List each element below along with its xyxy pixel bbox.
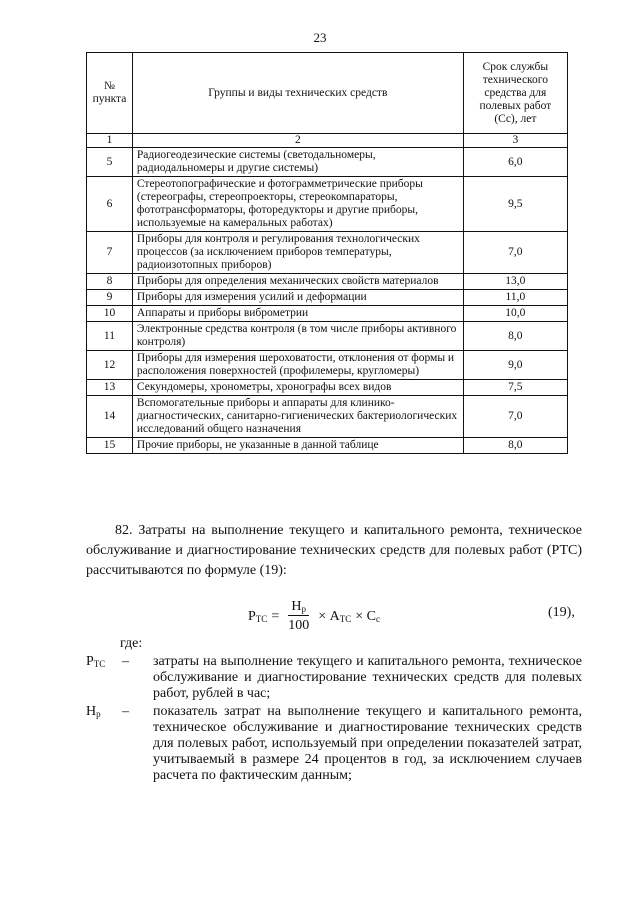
- row-name: Приборы для контроля и регулирования технологических процессов (за исключением приборов температуры, радиоизотопных приборов): [132, 232, 463, 274]
- formula-c-term: × $С_с$: [355, 608, 380, 624]
- service-life-table: [86, 52, 568, 454]
- header-item-number: № пункта: [87, 53, 133, 134]
- column-number: 1: [87, 134, 133, 148]
- row-number: 6: [87, 177, 133, 232]
- paragraph-82: 82. Затраты на выполнение текущего и капитального ремонта, техническое обслуживание и диагностирование технических средств для полевых работ (РТС) рассчитываются по формуле (19):: [86, 523, 582, 578]
- table-row: [87, 290, 568, 306]
- column-number: 2: [132, 134, 463, 148]
- row-number: 5: [87, 148, 133, 177]
- row-name: Приборы для измерения усилий и деформации: [132, 290, 463, 306]
- definition-dash: –: [122, 654, 129, 669]
- row-service-life: 7,0: [463, 396, 567, 438]
- row-service-life: 13,0: [463, 274, 567, 290]
- definition-rts: [86, 654, 582, 702]
- table-row: [87, 148, 568, 177]
- formula-equals: =: [271, 608, 280, 624]
- definition-hr: [86, 704, 582, 784]
- definition-symbol: $Р_{ТС}$: [86, 654, 106, 669]
- row-name: Приборы для определения механических свойств материалов: [132, 274, 463, 290]
- row-number: 9: [87, 290, 133, 306]
- row-name: Прочие приборы, не указанные в данной таблице: [132, 438, 463, 454]
- table-header-row: [87, 53, 568, 134]
- formula-fraction: [285, 598, 312, 635]
- row-service-life: 10,0: [463, 306, 567, 322]
- formula-a-term: × $А_{ТС}$: [318, 608, 352, 624]
- row-service-life: 11,0: [463, 290, 567, 306]
- row-number: 7: [87, 232, 133, 274]
- definition-text: затраты на выполнение текущего и капитального ремонта, техническое обслуживание и диагностирование технических средств для полевых работ, рублей в час;: [153, 654, 582, 701]
- table-row: [87, 322, 568, 351]
- table-row: [87, 274, 568, 290]
- row-number: 14: [87, 396, 133, 438]
- row-name: Аппараты и приборы виброметрии: [132, 306, 463, 322]
- table-row: [87, 438, 568, 454]
- column-number-row: [87, 134, 568, 148]
- table-row: [87, 232, 568, 274]
- row-name: Секундомеры, хронометры, хронографы всех видов: [132, 380, 463, 396]
- row-number: 11: [87, 322, 133, 351]
- table-body: [87, 134, 568, 454]
- row-number: 12: [87, 351, 133, 380]
- row-service-life: 7,0: [463, 232, 567, 274]
- definition-text: показатель затрат на выполнение текущего и капитального ремонта, техническое обслуживание и диагностирование технических средств для полевых работ, используемый при определении показателей затрат, учитываемый в размере 24 процентов в год, за исключением случаев расчета по фактическим данным;: [153, 704, 582, 783]
- formula-19: [248, 598, 380, 635]
- row-service-life: 9,5: [463, 177, 567, 232]
- page-number: 23: [313, 30, 327, 45]
- formula-lhs: $Р_{ТС}$: [248, 608, 268, 624]
- header-groups: Группы и виды технических средств: [132, 53, 463, 134]
- row-name: Электронные средства контроля (в том числе приборы активного контроля): [132, 322, 463, 351]
- row-name: Вспомогательные приборы и аппараты для клинико-диагностических, санитарно-гигиенических бактериологических исследований общего назначения: [132, 396, 463, 438]
- where-label: где:: [120, 636, 143, 651]
- row-number: 15: [87, 438, 133, 454]
- row-service-life: 7,5: [463, 380, 567, 396]
- table-row: [87, 396, 568, 438]
- row-service-life: 6,0: [463, 148, 567, 177]
- row-name: Приборы для измерения шероховатости, отклонения от формы и расположения поверхностей (профилемеры, кругломеры): [132, 351, 463, 380]
- row-name: Радиогеодезические системы (светодальномеры, радиодальномеры и другие системы): [132, 148, 463, 177]
- row-service-life: 9,0: [463, 351, 567, 380]
- row-name: Стереотопографические и фотограмметрические приборы (стереографы, стереопроекторы, стереокомпараторы, фототрансформаторы, фоторедукторы и другие приборы, используемые на камеральных работах): [132, 177, 463, 232]
- row-number: 13: [87, 380, 133, 396]
- row-number: 10: [87, 306, 133, 322]
- table-row: [87, 177, 568, 232]
- formula-number: (19),: [548, 605, 575, 620]
- column-number: 3: [463, 134, 567, 148]
- header-service-life: Срок службы технического средства для полевых работ (Cс), лет: [463, 53, 567, 134]
- table-row: [87, 306, 568, 322]
- table-row: [87, 380, 568, 396]
- table-row: [87, 351, 568, 380]
- definition-dash: –: [122, 704, 129, 719]
- formula-numerator: $Н_р$: [288, 598, 309, 616]
- row-service-life: 8,0: [463, 438, 567, 454]
- row-number: 8: [87, 274, 133, 290]
- definition-symbol: $Н_р$: [86, 704, 101, 719]
- formula-denominator: 100: [288, 618, 310, 633]
- row-service-life: 8,0: [463, 322, 567, 351]
